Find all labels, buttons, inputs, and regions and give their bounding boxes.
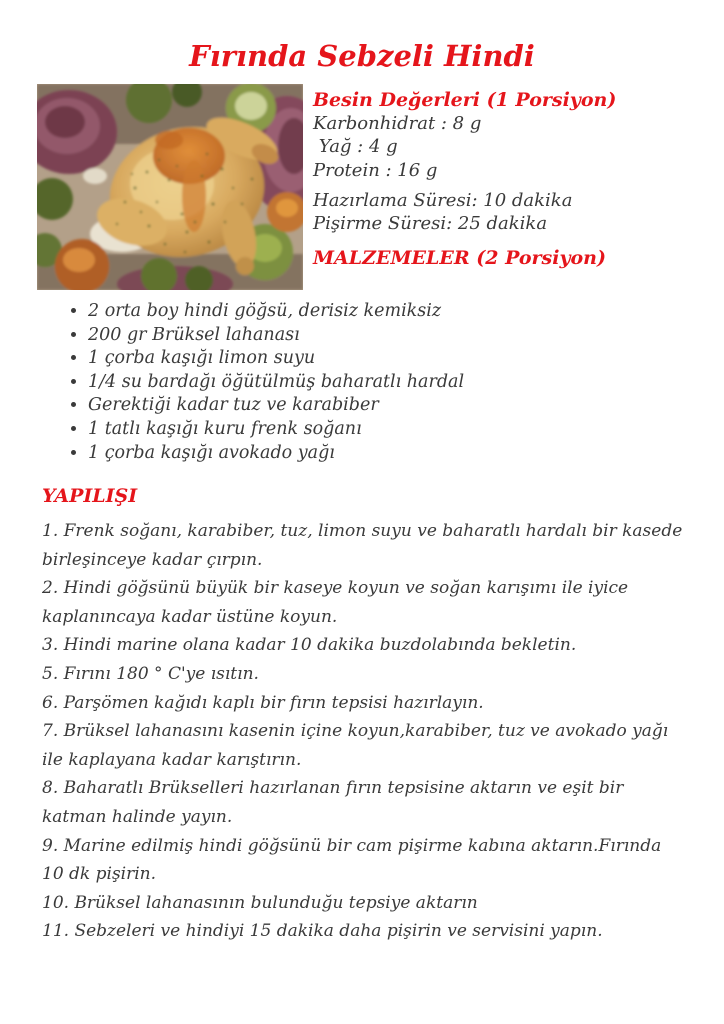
ingredient-item: • Gerektiği kadar tuz ve karabiber xyxy=(88,394,464,418)
nutrition-protein: Protein : 16 g xyxy=(313,159,438,181)
roast-turkey-photo-illustration xyxy=(37,84,303,290)
instructions-heading: YAPILIŞI xyxy=(42,485,138,507)
instruction-step: 11. Sebzeleri ve hindiyi 15 dakika daha pişirin ve servisini yapın. xyxy=(42,921,603,942)
instructions-list xyxy=(42,517,687,946)
instruction-step: 1. Frenk soğanı, karabiber, tuz, limon suyu ve baharatlı hardalı bir kasede birleşinceye kadar çırpın. xyxy=(42,521,683,570)
nutrition-and-times-column xyxy=(313,88,713,270)
ingredient-item: • 1/4 su bardağı öğütülmüş baharatlı hardal xyxy=(88,371,464,395)
nutrition-heading: Besin Değerleri (1 Porsiyon) xyxy=(313,89,617,111)
instruction-step: 7. Brüksel lahanasını kasenin içine koyun,karabiber, tuz ve avokado yağı ile kaplayana kadar karıştırın. xyxy=(42,721,669,770)
ingredient-item: • 1 çorba kaşığı limon suyu xyxy=(88,347,464,371)
nutrition-carbs: Karbonhidrat : 8 g xyxy=(313,113,482,134)
instruction-step: 10. Brüksel lahanasının bulunduğu tepsiye aktarın xyxy=(42,892,478,913)
times-block xyxy=(313,189,713,236)
ingredient-item: • 1 çorba kaşığı avokado yağı xyxy=(88,442,464,466)
prep-time: Hazırlama Süresi: 10 dakika xyxy=(313,189,573,211)
instruction-step: 3. Hindi marine olana kadar 10 dakika buzdolabında bekletin. xyxy=(42,635,577,656)
instruction-step: 6. Parşömen kağıdı kaplı bir fırın tepsisi hazırlayın. xyxy=(42,692,484,713)
ingredient-item: • 2 orta boy hindi göğsü, derisiz kemiksiz xyxy=(88,300,464,324)
ingredient-item: • 200 gr Brüksel lahanası xyxy=(88,324,464,348)
recipe-photo xyxy=(37,84,303,290)
page-title: Fırında Sebzeli Hindi xyxy=(189,39,535,73)
nutrition-fat: Yağ : 4 g xyxy=(313,136,398,158)
instruction-step: 9. Marine edilmiş hindi göğsünü bir cam pişirme kabına aktarın.Fırında 10 dk pişirin. xyxy=(42,835,662,885)
ingredients-heading: MALZEMELER (2 Porsiyon) xyxy=(313,247,606,270)
instruction-step: 8. Baharatlı Brükselleri hazırlanan fırın tepsisine aktarın ve eşit bir katman halinde yayın. xyxy=(42,778,624,827)
ingredient-item: • 1 tatlı kaşığı kuru frenk soğanı xyxy=(88,418,464,442)
instruction-step: 2. Hindi göğsünü büyük bir kaseye koyun ve soğan karışımı ile iyice kaplanıncaya kadar üstüne koyun. xyxy=(42,578,629,627)
instruction-step: 5. Fırını 180 ° C'ye ısıtın. xyxy=(42,663,259,684)
cook-time: Pişirme Süresi: 25 dakika xyxy=(313,213,548,235)
ingredients-list xyxy=(0,300,464,465)
